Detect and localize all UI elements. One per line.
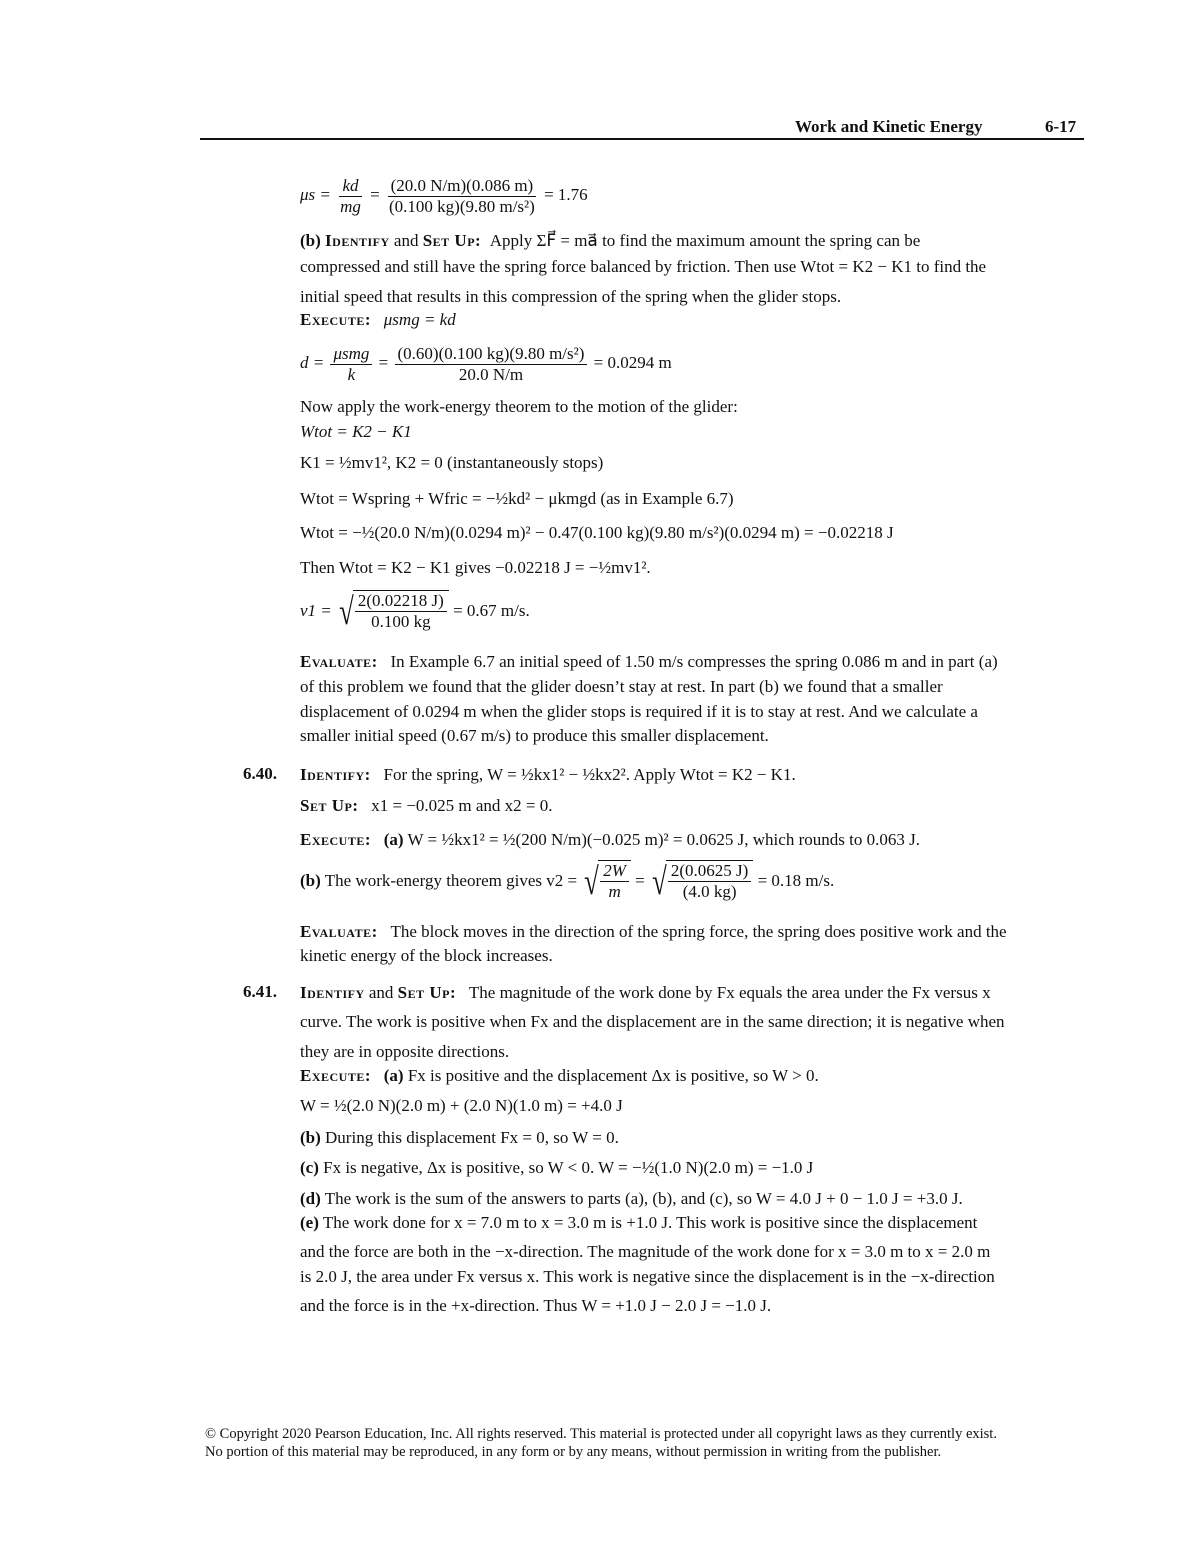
p641-text-line-3: they are in opposite directions. — [300, 1042, 510, 1061]
then-wtot-text: Then Wtot = K2 − K1 gives −0.02218 J = −½mv1². — [300, 558, 651, 577]
execute-label: Execute: — [300, 310, 372, 329]
p641-e-line-2: and the force are both in the −x-direction. The magnitude of the work done for x = 3.0 m to x = 2.0 m — [300, 1242, 991, 1261]
setup-label: Set Up: — [422, 231, 482, 250]
p641-text-line-2: curve. The work is positive when Fx and the displacement are in the same direction; it is negative when — [300, 1012, 1005, 1031]
problem-number-6-40: 6.40. — [243, 764, 277, 783]
apply-theorem-text: Now apply the work-energy theorem to the motion of the glider: — [300, 397, 738, 416]
wtot-equation: Wtot = K2 − K1 — [300, 422, 412, 441]
p641-identify-line: Identify and Set Up: The magnitude of the work done by Fx equals the area under the Fx versus x — [300, 983, 991, 1002]
part-b-evaluate-line-2: of this problem we found that the glider doesn’t stay at rest. In part (b) we found that a smaller — [300, 677, 943, 696]
p640-sqrt-numeric: √ $\frac{2(0.0625 J)}{(4.0 kg)}$ — [649, 860, 753, 904]
d-equation: d = $\frac{\text{μsmg}}{k}$ = $\frac{\text{(0.60)(0.100 kg)(9.80 m/s²)}}{20.0 N/m}$ = 0.0294 m — [300, 344, 672, 384]
d-symbolic-fraction: $\frac{\text{μsmg}}{k}$ — [330, 344, 372, 384]
p640-execute-a-line: Execute: (a) W = ½kx1² = ½(200 N/m)(−0.025 m)² = 0.0625 J, which rounds to 0.063 J. — [300, 830, 920, 849]
wtot-spring-fric-equation: Wtot = Wspring + Wfric = −½kd² − μkmgd (as in Example 6.7) — [300, 489, 734, 508]
p641-e-line-1: (e) The work done for x = 7.0 m to x = 3.0 m is +1.0 J. This work is positive since the displacement — [300, 1213, 978, 1232]
k1-equation: K1 = ½mv1², K2 = 0 (instantaneously stops) — [300, 453, 604, 472]
p640-execute-b-line: (b) The work-energy theorem gives v2 = √ $\frac{2W}{m}$ = √ $\frac{2(0.0625 J)}{(4.0 kg)}$ = 0.18 m/s. — [300, 861, 835, 903]
p641-e-line-4: and the force is in the +x-direction. Thus W = +1.0 J − 2.0 J = −1.0 J. — [300, 1296, 772, 1315]
running-header-title: Work and Kinetic Energy — [795, 117, 983, 136]
evaluate-label: Evaluate: — [300, 652, 378, 671]
part-b-text-line-3: initial speed that results in this compression of the spring when the glider stops. — [300, 287, 842, 306]
kd-over-mg-fraction: $\frac{kd}{mg}$ — [340, 176, 361, 216]
p640-identify-line: Identify: For the spring, W = ½kx1² − ½kx2². Apply Wtot = K2 − K1. — [300, 765, 796, 784]
mu-s-equation: μs = $\frac{kd}{mg}$ = $\frac{(20.0 N/m)(0.086 m)}{\text{(0.100 kg)(9.80 m/s²)}}$ = 1.76 — [300, 176, 588, 216]
p640-evaluate-line-2: kinetic energy of the block increases. — [300, 946, 553, 965]
p641-a-equation: W = ½(2.0 N)(2.0 m) + (2.0 N)(1.0 m) = +4.0 J — [300, 1096, 623, 1115]
copyright-line-1: © Copyright 2020 Pearson Education, Inc. All rights reserved. This material is protected under all copyright laws as they currently exist. — [205, 1426, 997, 1442]
part-b-identify-line: (b) Identify and Set Up: Apply ΣF⃗ = ma⃗ to find the maximum amount the spring can be — [300, 231, 921, 250]
p640-sqrt-symbolic: √ $\frac{2W}{m}$ — [581, 860, 631, 904]
mu-s-lhs: μs = — [300, 184, 331, 204]
part-b-evaluate-line-1: Evaluate: In Example 6.7 an initial speed of 1.50 m/s compresses the spring 0.086 m and in part (a) — [300, 652, 998, 671]
p640-evaluate-line-1: Evaluate: The block moves in the direction of the spring force, the spring does positive work and the — [300, 922, 1007, 941]
problem-number-6-41: 6.41. — [243, 982, 277, 1001]
d-numeric-fraction: $\frac{\text{(0.60)(0.100 kg)(9.80 m/s²)}}{20.0 N/m}$ — [395, 344, 588, 384]
part-b-execute-line: Execute: μsmg = kd — [300, 310, 456, 329]
v1-equation: v1 = √ $\frac{2(0.02218 J)}{0.100 kg}$ = 0.67 m/s. — [300, 591, 530, 633]
identify-label: Identify — [325, 231, 390, 250]
wtot-numeric-equation: Wtot = −½(20.0 N/m)(0.0294 m)² − 0.47(0.100 kg)(9.80 m/s²)(0.0294 m) = −0.02218 J — [300, 523, 894, 542]
header-rule — [200, 138, 1084, 140]
p641-c-line: (c) Fx is negative, Δx is positive, so W < 0. W = −½(1.0 N)(2.0 m) = −1.0 J — [300, 1158, 814, 1177]
p641-e-line-3: is 2.0 J, the area under Fx versus x. This work is negative since the displacement is in the −x-direction — [300, 1267, 995, 1286]
p641-execute-a-line: Execute: (a) Fx is positive and the displacement Δx is positive, so W > 0. — [300, 1066, 819, 1085]
part-b-evaluate-line-4: smaller initial speed (0.67 m/s) to produce this smaller displacement. — [300, 726, 769, 745]
p640-setup-line: Set Up: x1 = −0.025 m and x2 = 0. — [300, 796, 553, 815]
copyright-line-2: No portion of this material may be reproduced, in any form or by any means, without permission in writing from the publisher. — [205, 1444, 942, 1460]
part-b-text-line-2: compressed and still have the spring force balanced by friction. Then use Wtot = K2 − K1 to find the — [300, 257, 987, 276]
mu-s-result: = 1.76 — [544, 184, 588, 204]
p641-d-line: (d) The work is the sum of the answers to parts (a), (b), and (c), so W = 4.0 J + 0 − 1.0 J = +3.0 J. — [300, 1189, 963, 1208]
numeric-fraction: $\frac{(20.0 N/m)(0.086 m)}{\text{(0.100 kg)(9.80 m/s²)}}$ — [389, 176, 535, 216]
page-number: 6-17 — [1045, 117, 1077, 136]
p641-b-line: (b) During this displacement Fx = 0, so W = 0. — [300, 1128, 619, 1147]
v1-sqrt: √ $\frac{2(0.02218 J)}{0.100 kg}$ — [336, 590, 449, 634]
part-b-evaluate-line-3: displacement of 0.0294 m when the glider stops is required if it is to stay at rest. And we calculate a — [300, 702, 978, 721]
